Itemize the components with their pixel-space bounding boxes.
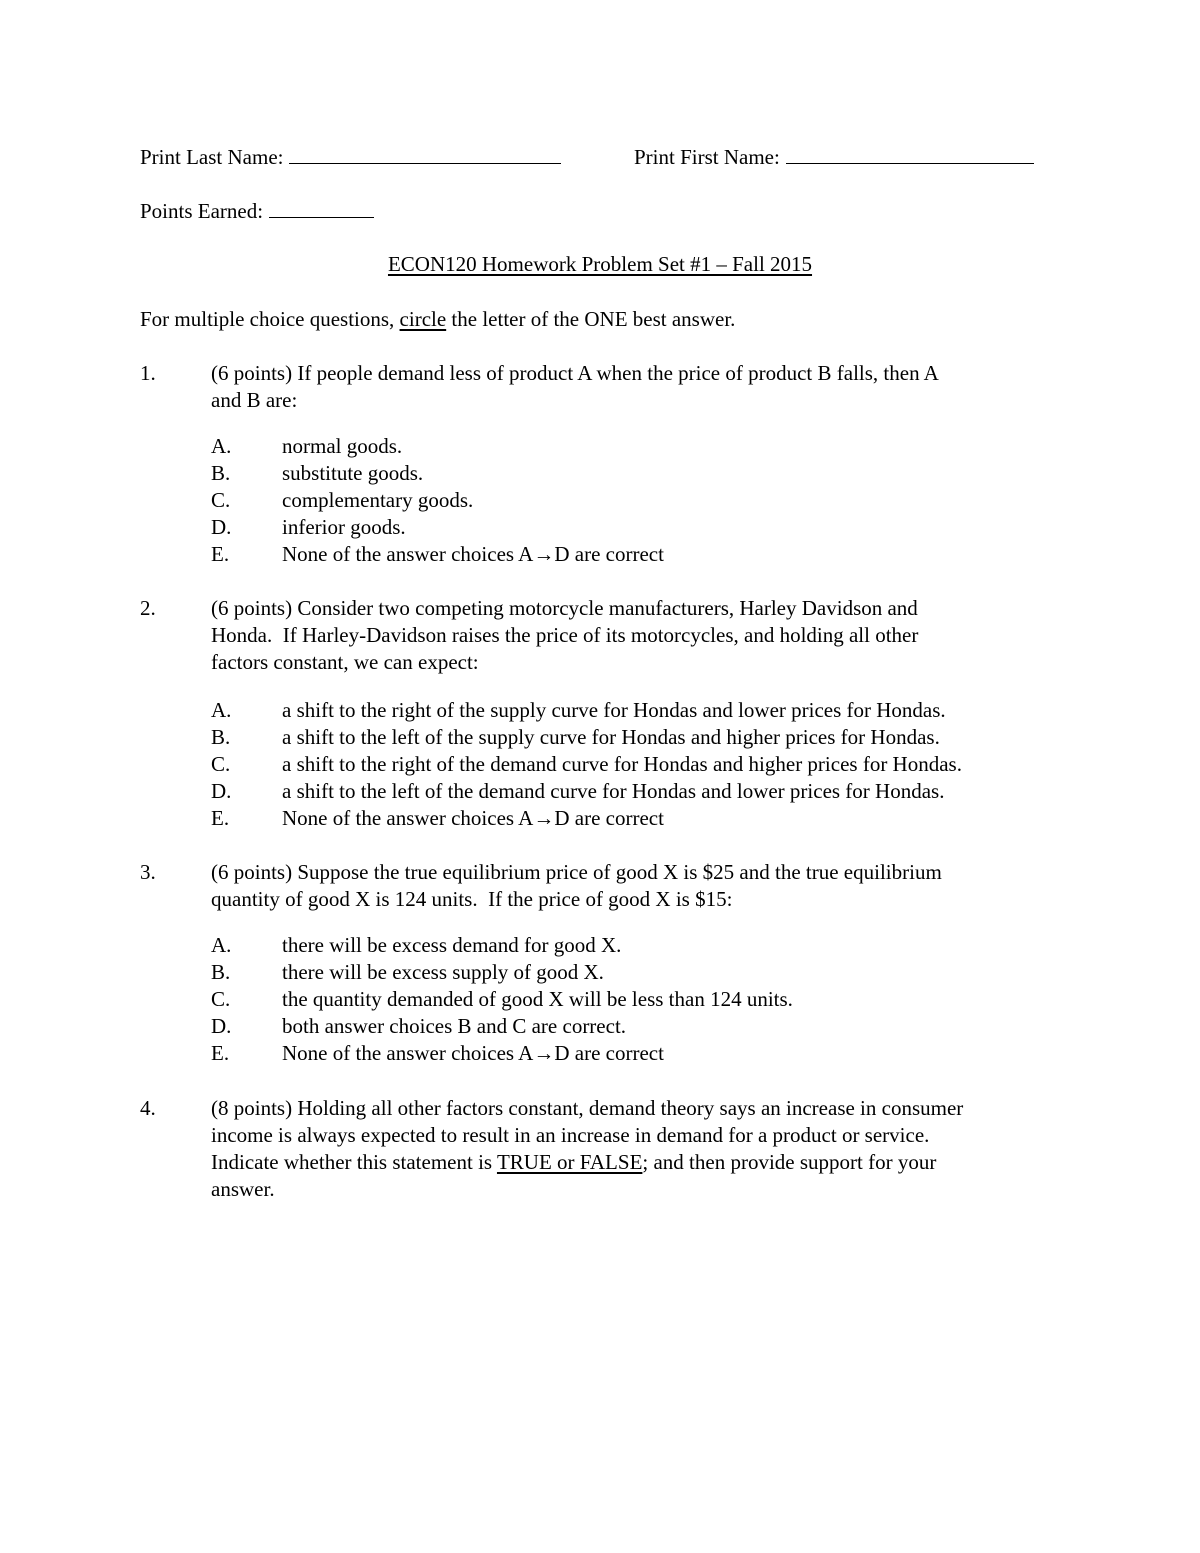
choice-letter[interactable]: A.	[211, 933, 232, 957]
choice-letter[interactable]: B.	[211, 725, 231, 749]
first-name-row	[634, 143, 1034, 171]
question-text-line: (6 points) If people demand less of product A when the price of product B falls, then A	[211, 361, 939, 385]
choice-text: a shift to the left of the demand curve for Hondas and lower prices for Hondas.	[282, 779, 945, 803]
question-text-line: Honda. If Harley-Davidson raises the price of its motorcycles, and holding all other	[211, 623, 919, 647]
choice-letter[interactable]: A.	[211, 434, 232, 458]
choice-text: complementary goods.	[282, 488, 474, 512]
points-earned-row	[140, 197, 374, 225]
question-text-line: answer.	[211, 1177, 275, 1201]
question-text-part: Indicate whether this statement is	[211, 1150, 497, 1174]
question-number: 4.	[140, 1096, 156, 1120]
choice-letter[interactable]: D.	[211, 515, 232, 539]
choice-letter[interactable]: D.	[211, 779, 232, 803]
question-text-line: (6 points) Consider two competing motorcycle manufacturers, Harley Davidson and	[211, 596, 918, 620]
first-name-label: Print First Name:	[634, 145, 780, 169]
choice-letter[interactable]: C.	[211, 987, 231, 1011]
choice-letter[interactable]: A.	[211, 698, 232, 722]
choice-text: None of the answer choices A→D are correct	[282, 1041, 664, 1065]
instructions	[140, 306, 735, 333]
choice-text: there will be excess supply of good X.	[282, 960, 604, 984]
question-text-line: quantity of good X is 124 units. If the price of good X is $15:	[211, 887, 733, 911]
instructions-underlined: circle	[399, 307, 447, 331]
choice-text: inferior goods.	[282, 515, 406, 539]
choice-letter[interactable]: E.	[211, 542, 230, 566]
points-earned-label: Points Earned:	[140, 199, 264, 223]
question-text-part: ; and then provide support for your	[642, 1150, 937, 1174]
true-or-false-emphasis: TRUE or FALSE	[496, 1150, 643, 1174]
choice-text: there will be excess demand for good X.	[282, 933, 622, 957]
choice-letter[interactable]: E.	[211, 1041, 230, 1065]
question-number: 3.	[140, 860, 156, 884]
choice-text: substitute goods.	[282, 461, 424, 485]
first-name-blank[interactable]	[786, 143, 1034, 164]
choice-letter[interactable]: B.	[211, 461, 231, 485]
choice-letter[interactable]: B.	[211, 960, 231, 984]
choice-text: a shift to the right of the supply curve for Hondas and lower prices for Hondas.	[282, 698, 946, 722]
choice-letter[interactable]: C.	[211, 752, 231, 776]
points-earned-blank[interactable]	[269, 197, 374, 218]
page-title: ECON120 Homework Problem Set #1 – Fall 2015	[387, 252, 813, 276]
choice-text: None of the answer choices A→D are correct	[282, 806, 664, 830]
question-text-line: (6 points) Suppose the true equilibrium price of good X is $25 and the true equilibrium	[211, 860, 942, 884]
question-text-line: income is always expected to result in an increase in demand for a product or service.	[211, 1123, 930, 1147]
choice-letter[interactable]: C.	[211, 488, 231, 512]
question-text-line: (8 points) Holding all other factors constant, demand theory says an increase in consumer	[211, 1096, 964, 1120]
choice-text: the quantity demanded of good X will be less than 124 units.	[282, 987, 793, 1011]
instructions-after: the letter of the ONE best answer.	[446, 307, 736, 331]
instructions-before: For multiple choice questions,	[140, 307, 400, 331]
choice-letter[interactable]: D.	[211, 1014, 232, 1038]
last-name-row	[140, 143, 561, 171]
question-text-line	[211, 1149, 936, 1176]
choice-text: a shift to the right of the demand curve for Hondas and higher prices for Hondas.	[282, 752, 962, 776]
choice-text: None of the answer choices A→D are correct	[282, 542, 664, 566]
choice-letter[interactable]: E.	[211, 806, 230, 830]
last-name-blank[interactable]	[289, 143, 561, 164]
question-text-line: factors constant, we can expect:	[211, 650, 479, 674]
question-text-line: and B are:	[211, 388, 298, 412]
question-number: 1.	[140, 361, 156, 385]
choice-text: a shift to the left of the supply curve for Hondas and higher prices for Hondas.	[282, 725, 940, 749]
question-number: 2.	[140, 596, 156, 620]
last-name-label: Print Last Name:	[140, 145, 284, 169]
choice-text: normal goods.	[282, 434, 403, 458]
choice-text: both answer choices B and C are correct.	[282, 1014, 627, 1038]
